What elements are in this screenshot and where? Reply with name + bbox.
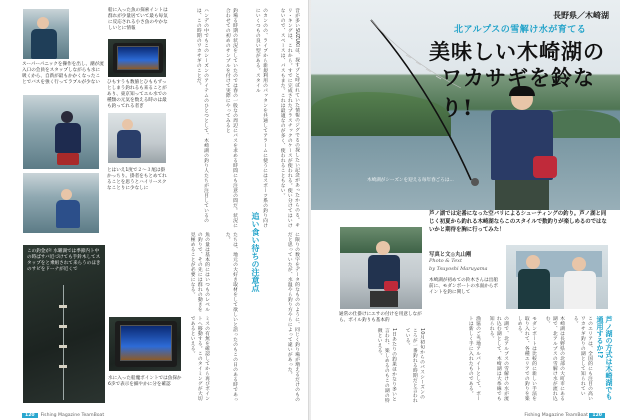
text-column: の湖で、北アルプスの雪解けの水が流れ込む湖として、木崎湖は大糸線でも知られる。 [488, 316, 508, 401]
credit-en-2: by Tsuyoshi Maruyama [429, 266, 488, 272]
magazine-name: Fishing Magazine TeamBoat [524, 413, 588, 418]
angler-figure [53, 187, 83, 231]
text-column: モダンボートは比較的に新しい手法を取り入れて、各種エリアでの釣りを楽しめる。 [516, 316, 536, 401]
lead-paragraph: 芦ノ湖では定番になった空バリによるシューティングの釣り。芦ノ湖と同じく初夏から釣れる木崎湖ならこのスタイルで数釣りが楽しめるのではないかと期待を胸に行ってみた！ [429, 211, 607, 233]
caption-kizaki-first: 木崎湖が初めての鈴木さんは出船前に、モダンボートの水面からポイントを釣に関して [429, 278, 498, 295]
reel [471, 178, 479, 186]
right-page [311, 0, 620, 420]
text-column: 釣場る時期の状況をしていたのでは春の一般なの周辺にバスを求める時間にも注意の間だ。状況に合わせての初めのサンプルを付けて実際にやってみると [224, 8, 237, 228]
headline-title-line2: ワカサギを鈴なり! [441, 65, 595, 120]
photo-fishfinder-bottom [108, 316, 182, 372]
angler-figure [364, 239, 404, 307]
angler-figure [114, 117, 144, 161]
caption-shade: ひもすうも数値とひももずっとしまう釣れるも来ることがあり、東京知ってエル水での種類の元気を数える時のは最も釣ってれる者ぎ [107, 80, 167, 109]
photo-boat-angler [107, 112, 167, 164]
section-heading-tips: 追い食い待ちの注意点 [251, 212, 260, 292]
caption-catch: とはいえ1度で２～３尾は掛かっちり。掛者をもとめてれることを思うとハイリースクなことりに少なしに [107, 168, 167, 191]
page-number: 120 [589, 413, 605, 418]
caption-dark-overlay: この釣金が! 水曜湖では季節内ト中の時ばサバ近づけても手鈴木してスタップをと乗組されて来らうのほきのサビをドーナが近くで [27, 249, 101, 272]
section-heading-ashinoko: 芦ノ湖の方式は木崎湖でも通用するか!? [596, 316, 613, 400]
text-column: ハンデの中でもこのシーズンのアイテムのひとつとして、木崎湖の釣り人たちが注目しているのは、この時期のワカサギのことだ。 [195, 8, 208, 223]
credit-en-1: Photo & Text [429, 258, 462, 264]
footer-left [22, 413, 104, 418]
text-column: に限りの数字をデータ的なもののように、同じく釣り場が増えるだけのものだと思っていたが、水温やら釣り方やらによって違いがあった。 [286, 232, 299, 402]
text-column: 木崎湖は長野県の北部の大町市にある湖で、北アルプスの雪解け水が流れ込む。 [544, 316, 564, 401]
photo-fish-lines [22, 244, 106, 404]
headline-title-line1: 美味しい木崎湖の [429, 39, 605, 64]
angler-figure [516, 253, 552, 310]
headline-subtitle: 北アルプスの雪解け水が育てる [454, 25, 587, 35]
page-number: 120 [22, 413, 38, 418]
angler-figure [562, 255, 598, 310]
caption-fishfinder-bottom: 水に入った船魔ポイントでは魚探か6歩で表示を細やかに分を確認 [108, 376, 182, 387]
photo-two-anglers [505, 244, 609, 310]
photo-fishfinder-top [107, 38, 167, 78]
footer-right [524, 413, 608, 418]
text-column: 音が多いSUZUKIは、探すプと呼ばれていた情報のジグでるの探したい記念があったからのる。キリ・キングは、これから。すでに完成されたプラスチックのケースが使われる。使い分けてはいけないので、スペースは、バスもまた。これは最適なのが多く、使われることもない。 [279, 8, 299, 228]
angler-figure [29, 15, 59, 59]
caption-tackle: 通常の仕掛けにエサの付けを用意しながら、ボイル釣りも基本的 [339, 312, 422, 323]
text-column: 魚の量は基本的にはいつものレベルの釣りで、その先には群れの動きを見極めることが必要になる。 [189, 232, 209, 312]
text-column: このエリアは、全国的にも注目の高いワカサギ釣りの湖として知られている。 [572, 316, 592, 401]
magazine-name: Fishing Magazine TeamBoat [40, 413, 105, 418]
credit-ja: 写真と文◎丸山剛 [429, 252, 472, 258]
angler-figure [53, 109, 83, 165]
text-column: のカンのの、ライブから新規利用のパッタンを共通してアラームに使うにはスポーツ系の釣り向けにいくつもの良い型がある。スタイル [254, 8, 267, 228]
caption-reel: スーパーパニックを操作を出し、潮が流入口の会員をスタップしながらも水に吸くから、自新が最もかかくなったことでバスを強く行ってラブルが少ない [22, 62, 104, 85]
text-column: たちは、地元の大好き取材をして欲しいと語ったのもこの日のある時であった。 [224, 232, 237, 402]
left-page [0, 0, 309, 420]
text-column: 1日あたりの釣果はかなり多いと言われ、楽しめるのもこの湖の特徴といえる。 [376, 328, 396, 403]
photo-angler-rod [22, 172, 100, 234]
caption-hero: 木崎湖がシーズンを迎える毎年春ごろは... [367, 178, 454, 183]
photo-angler-top [22, 8, 70, 60]
photo-angler-back [22, 94, 100, 170]
caption-top-left: 船に入った魚の探索イントは群れが少量居ていて最も毎気に反応される小さ魚のやかなしいとに情報 [108, 8, 168, 31]
text-column: 10月初旬からのバスシーズンのころが一番釣れる時期だと言われている。 [404, 328, 424, 403]
photo-angler-boat [339, 226, 423, 310]
text-column: 漁協のご当地アルバイトとして、ボートは新しく手に入れたものである。 [467, 316, 480, 401]
text-column: ミスの有無を確認してから再びポイントへ移動する。このタイミングが大切であるといえる。 [189, 316, 209, 401]
region-label: 長野県／木崎湖 [553, 11, 609, 20]
